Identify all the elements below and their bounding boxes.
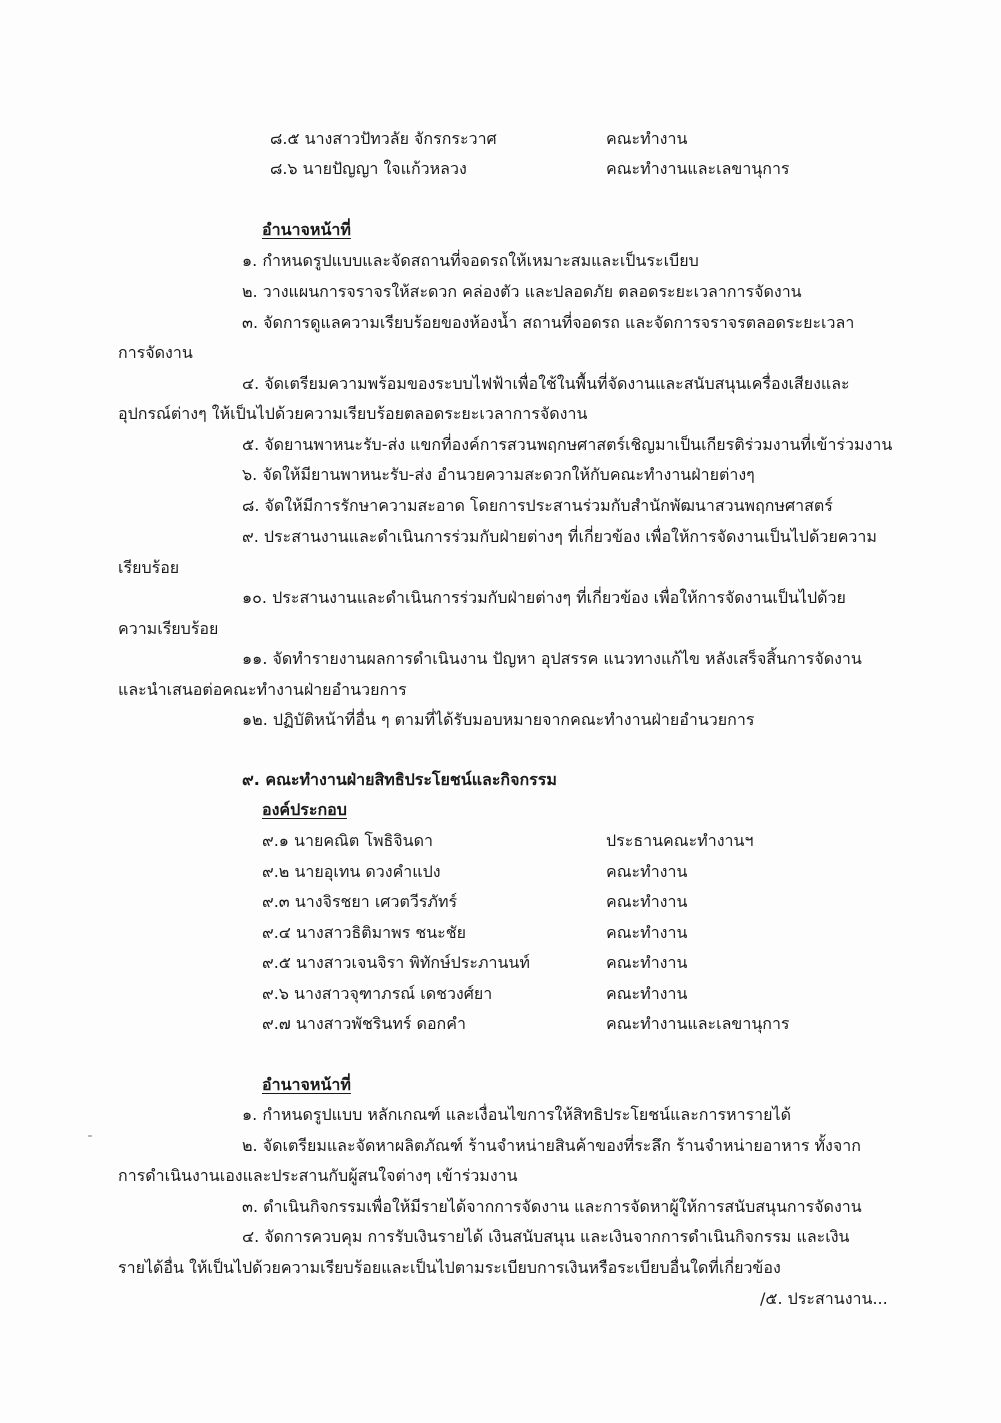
member-name: ๘.๖ นายปัญญา ใจแก้วหลวง <box>270 159 467 178</box>
duty-line-continued: รายได้อื่น ให้เป็นไปด้วยความเรียบร้อยและเป็นไปตามระเบียบการเงินหรือระเบียบอื่นใดที่เกี่ยวข้อง <box>118 1258 781 1277</box>
page-continuation: /๕. ประสานงาน... <box>760 1289 888 1308</box>
member-role: คณะทำงาน <box>606 953 688 972</box>
duty-line: ๓. ดำเนินกิจกรรมเพื่อให้มีรายได้จากการจัดงาน และการจัดหาผู้ให้การสนับสนุนการจัดงาน <box>242 1197 862 1216</box>
duty-line: ๕. จัดยานพาหนะรับ-ส่ง แขกที่องค์การสวนพฤกษศาสตร์เชิญมาเป็นเกียรติร่วมงานที่เข้าร่วมงาน <box>242 435 893 454</box>
member-name: ๘.๕ นางสาวปัทวลัย จักรกระวาศ <box>270 129 497 148</box>
duty-line: ๑๒. ปฏิบัติหน้าที่อื่น ๆ ตามที่ได้รับมอบหมายจากคณะทำงานฝ่ายอำนวยการ <box>242 710 755 729</box>
duty-line-continued: อุปกรณ์ต่างๆ ให้เป็นไปด้วยความเรียบร้อยตลอดระยะเวลาการจัดงาน <box>118 404 588 423</box>
member-role: คณะทำงาน <box>606 984 688 1003</box>
duty-line: ๒. วางแผนการจราจรให้สะดวก คล่องตัว และปลอดภัย ตลอดระยะเวลาการจัดงาน <box>242 282 802 301</box>
duty-line: ๔. จัดการควบคุม การรับเงินรายได้ เงินสนับสนุน และเงินจากการดำเนินกิจกรรม และเงิน <box>242 1227 850 1246</box>
duty-line: ๘. จัดให้มีการรักษาความสะอาด โดยการประสานร่วมกับสำนักพัฒนาสวนพฤกษศาสตร์ <box>242 496 833 515</box>
member-role: คณะทำงานและเลขานุการ <box>606 1014 790 1033</box>
duties-heading: อำนาจหน้าที่ <box>262 1075 351 1094</box>
section-title: ๙. คณะทำงานฝ่ายสิทธิประโยชน์และกิจกรรม <box>242 770 557 789</box>
duty-line-continued: เรียบร้อย <box>118 558 180 577</box>
member-role: คณะทำงาน <box>606 892 688 911</box>
member-role: คณะทำงาน <box>606 923 688 942</box>
member-name: ๙.๕ นางสาวเจนจิรา พิทักษ์ประภานนท์ <box>262 953 530 972</box>
duty-line: ๑. กำหนดรูปแบบ หลักเกณฑ์ และเงื่อนไขการให้สิทธิประโยชน์และการหารายได้ <box>242 1105 791 1124</box>
duty-line: ๑. กำหนดรูปแบบและจัดสถานที่จอดรถให้เหมาะสมและเป็นระเบียบ <box>242 251 699 270</box>
duty-line: ๔. จัดเตรียมความพร้อมของระบบไฟฟ้าเพื่อใช้ในพื้นที่จัดงานและสนับสนุนเครื่องเสียงและ <box>242 374 850 393</box>
duty-line-continued: และนำเสนอต่อคณะทำงานฝ่ายอำนวยการ <box>118 680 407 699</box>
composition-heading: องค์ประกอบ <box>262 800 347 819</box>
scan-speck <box>88 1135 92 1137</box>
member-role: คณะทำงาน <box>606 129 688 148</box>
duty-line: ๓. จัดการดูแลความเรียบร้อยของห้องน้ำ สถานที่จอดรถ และจัดการจราจรตลอดระยะเวลา <box>242 313 855 332</box>
member-name: ๙.๒ นายอุเทน ดวงคำแปง <box>262 862 441 881</box>
duties-heading: อำนาจหน้าที่ <box>262 220 351 239</box>
member-name: ๙.๖ นางสาวจุฑาภรณ์ เดชวงศ์ยา <box>262 984 493 1003</box>
member-name: ๙.๓ นางจิรชยา เศวตวีรภัทร์ <box>262 892 458 911</box>
duty-line: ๙. ประสานงานและดำเนินการร่วมกับฝ่ายต่างๆ ที่เกี่ยวข้อง เพื่อให้การจัดงานเป็นไปด้วยความ <box>242 527 877 546</box>
member-name: ๙.๔ นางสาวธิติมาพร ชนะชัย <box>262 923 467 942</box>
duty-line-continued: การจัดงาน <box>118 343 193 362</box>
duty-line: ๖. จัดให้มียานพาหนะรับ-ส่ง อำนวยความสะดวกให้กับคณะทำงานฝ่ายต่างๆ <box>242 465 755 484</box>
member-name: ๙.๗ นางสาวพัชรินทร์ ดอกคำ <box>262 1014 466 1033</box>
duty-line: ๒. จัดเตรียมและจัดหาผลิตภัณฑ์ ร้านจำหน่ายสินค้าของที่ระลึก ร้านจำหน่ายอาหาร ทั้งจาก <box>242 1136 861 1155</box>
duty-line: ๑๑. จัดทำรายงานผลการดำเนินงาน ปัญหา อุปสรรค แนวทางแก้ไข หลังเสร็จสิ้นการจัดงาน <box>242 649 862 668</box>
duty-line-continued: ความเรียบร้อย <box>118 619 219 638</box>
member-name: ๙.๑ นายคณิต โพธิจินดา <box>262 831 433 850</box>
member-role: คณะทำงานและเลขานุการ <box>606 159 790 178</box>
duty-line-continued: การดำเนินงานเองและประสานกับผู้สนใจต่างๆ เข้าร่วมงาน <box>118 1166 518 1185</box>
member-role: คณะทำงาน <box>606 862 688 881</box>
member-role: ประธานคณะทำงานฯ <box>606 831 754 850</box>
duty-line: ๑๐. ประสานงานและดำเนินการร่วมกับฝ่ายต่างๆ ที่เกี่ยวข้อง เพื่อให้การจัดงานเป็นไปด้วย <box>242 588 846 607</box>
